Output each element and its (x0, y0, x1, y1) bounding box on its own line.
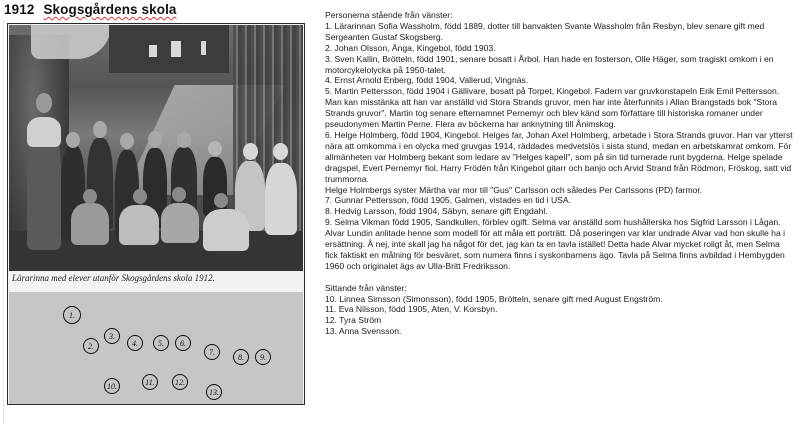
photo-person-7 (203, 157, 227, 217)
marker-5: 5. (153, 335, 169, 351)
seated-entry-13: 13. Anna Svensson. (325, 326, 402, 337)
standing-entry-8: 8. Hedvig Larsson, född 1904, Säbyn, senare gift Engdahl. (325, 206, 548, 217)
marker-8: 8. (233, 349, 249, 365)
marker-2: 2. (83, 338, 99, 354)
photo-sky (31, 25, 111, 59)
standing-entry-6-note: Helge Holmbergs syster Märtha var mor till "Gus" Carlsson och således Per Carlssons (PD) farmor. (325, 184, 703, 195)
photo-person-11 (119, 205, 159, 245)
marker-10: 10. (104, 378, 120, 394)
page-margin-rule (3, 20, 4, 424)
marker-9: 9. (255, 349, 271, 365)
photo-person-13 (203, 209, 249, 251)
seated-entry-11: 11. Eva Nilsson, född 1905, Aten, V. Korsbyn. (325, 304, 498, 315)
heading-title: Skogsgårdens skola (43, 2, 177, 17)
standing-entry-9: 9. Selma Vikman född 1905, Sandkullen, förblev ogift. Selma var anställd som hushållerska hos Sigfrid Larsson i Lågan. Alvar Lundin anlitade henne som modell för att måla ett porträtt. Då poseringen var klar undrade Alvar vad hon skulle ha i ersättning. Å nej, inte skall jag ha något för det, jag kan ta en tavla istället! Detta hade Alvar mycket roligt åt, men Selma fick faktiskt en målning för besväret, som numera finns i syskonbarnens ägo. Tavla på Selma finns avbildad i Hembygden 1960 och originalet ägs av Ulla-Britt Fredriksson. (325, 217, 786, 271)
marker-12: 12. (172, 374, 188, 390)
marker-3: 3. (104, 328, 120, 344)
marker-11: 11. (142, 374, 158, 390)
photo-caption: Lärarinna med elever utanför Skogsgårdens skola 1912. (12, 273, 215, 283)
photo-school-house (109, 25, 229, 73)
standing-entry-4: 4. Ernst Arnold Enberg, född 1904, Vallerud, Vingnäs. (325, 75, 529, 86)
position-key-diagram (9, 292, 303, 404)
marker-1: 1. (63, 306, 81, 324)
standing-entry-6: 6. Helge Holmberg, född 1904, Kingebol. Helges far, Johan Axel Holmberg, arbetade i Stora Strands gruvor. Han var ytterst nära att omkomma i en olycka med gruvgas 1914, räddades medvetslös i sista stund, medan en arbetskamrat omkom. För allmänheten var Holmberg bekant som ledare av "Helges kapell", som på sin tid turnerade runt bygderna. Helge spelade dragspel, Evert Pernemyr fiol, Harry Frödén från Kingebol gitarr och banjo och Arvid Strand från Rödmon, Fröskog, satt vid trummorna. (325, 129, 793, 184)
standing-entry-3: 3. Sven Kallin, Brötteln, född 1901, senare bosatt i Årbol. Han hade en fosterson, Olle Häger, som tragiskt omkom i en motorcykelolycka på 1950-talet. (325, 53, 774, 75)
standing-entry-2: 2. Johan Olsson, Änga, Kingebol, född 1903. (325, 42, 496, 53)
marker-6: 6. (175, 335, 191, 351)
seated-header: Sittande från vänster: (325, 282, 407, 293)
marker-4: 4. (127, 335, 143, 351)
photo-person-12 (161, 203, 199, 243)
standing-header: Personerna stående från vänster: (325, 10, 453, 20)
page-heading (4, 2, 177, 17)
paragraph-gap (325, 272, 795, 283)
heading-year: 1912 (4, 2, 35, 17)
seated-entry-10: 10. Linnea Simsson (Simonsson), född 1905, Brötteln, senare gift med August Engström. (325, 293, 663, 304)
photo-figure (7, 23, 305, 405)
standing-entry-7: 7. Gunnar Pettersson, född 1905, Galmen, vistades en tid i USA. (325, 195, 572, 206)
marker-13: 13. (206, 384, 222, 400)
school-group-photo (9, 25, 303, 271)
people-description (325, 10, 795, 337)
marker-7: 7. (204, 344, 220, 360)
photo-person-9 (265, 163, 297, 235)
seated-entry-12: 12. Tyra Ström (325, 315, 382, 326)
standing-entry-5: 5. Martin Pettersson, född 1904 i Gällivare, bosatt på Torpet, Kingebol. Fadern var gruvkonstapeln Erik Emil Pettersson. Man kan misstänka att han var anställd vid Stora Strands gruvor, men har inte återfunnits i Allan Brangstads bok "Stora Strands gruvor". Martin tog senare efternamnet Pernemyr och blev känd som författare till historiska romaner under pseudonymen Martin Perne. Flera av böckerna har anknytning till Ånimskog. (325, 86, 780, 130)
standing-entry-1: 1. Lärarinnan Sofia Wassholm, född 1889, dotter till banvakten Svante Wassholm från Resbyn, blev senare gift med Sergeanten Gustaf Skogsberg. (325, 20, 765, 42)
photo-person-10 (71, 203, 109, 245)
